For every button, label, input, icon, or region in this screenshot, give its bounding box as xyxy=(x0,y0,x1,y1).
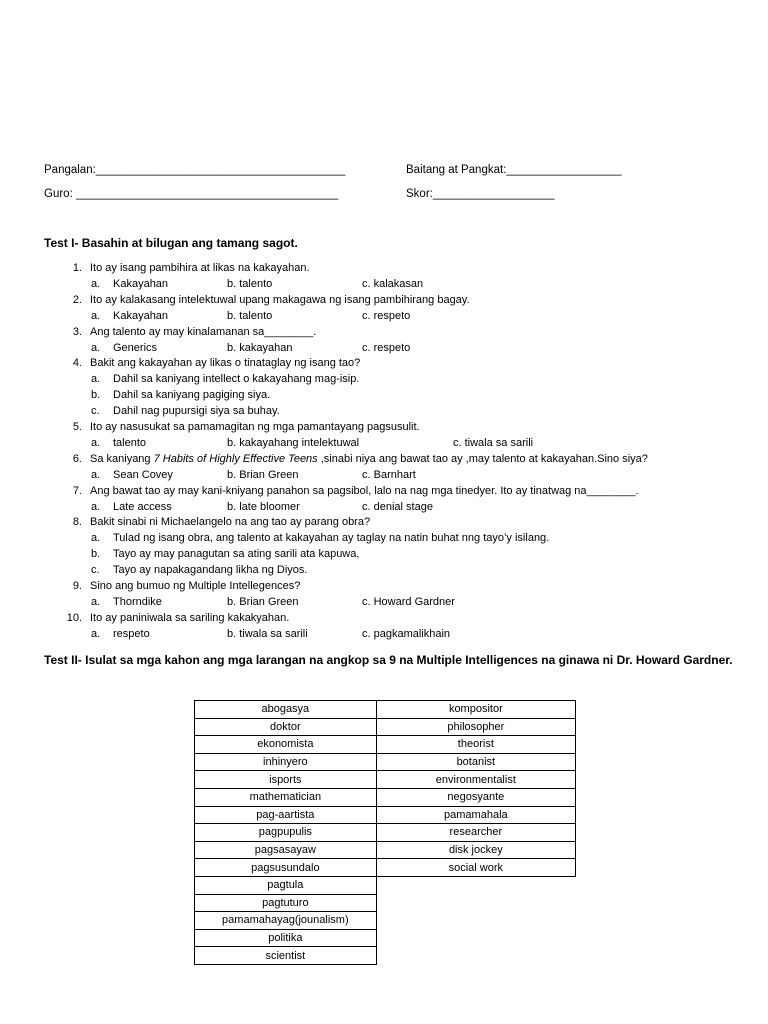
question-text: Sino ang bumuo ng Multiple Intellegences? xyxy=(90,580,301,592)
option-letter: c. xyxy=(91,564,100,577)
question-text-part: Sa kaniyang xyxy=(90,452,154,465)
table-row xyxy=(195,824,576,842)
option-letter: b. xyxy=(91,389,101,402)
table-row xyxy=(195,929,576,947)
table-row xyxy=(195,841,576,859)
question-text: Bakit ang kakayahan ay likas o tinataglay ng isang tao? xyxy=(90,357,361,370)
career-cell: philosopher xyxy=(376,718,575,736)
answer-option[interactable]: talento xyxy=(113,436,147,449)
answer-option[interactable]: b. tiwala sa sarili xyxy=(227,627,308,640)
empty-cell xyxy=(376,947,575,965)
answer-option[interactable]: c. respeto xyxy=(362,341,411,354)
empty-cell xyxy=(376,912,575,930)
career-cell: mathematician xyxy=(195,788,377,806)
question-number: 3. xyxy=(72,325,82,338)
answer-option[interactable]: c. tiwala sa sarili xyxy=(453,436,534,449)
answer-option[interactable]: b. talento xyxy=(227,309,273,322)
answer-option[interactable]: b. kakayahang intelektuwal xyxy=(227,436,360,449)
option-text: Tayo ay napakagandang likha ng Diyos. xyxy=(113,564,308,577)
table-row xyxy=(195,718,576,736)
option-letter: c. xyxy=(91,405,100,418)
question-number: 5. xyxy=(72,421,82,433)
question-text: Ito ay isang pambihira at likas na kakayahan. xyxy=(90,262,310,274)
table-row xyxy=(195,753,576,771)
answer-option[interactable]: b. Brian Green xyxy=(227,595,299,608)
answer-option[interactable]: Sean Covey xyxy=(113,468,173,481)
option-letter: a. xyxy=(91,500,101,513)
table-row xyxy=(195,788,576,806)
option-text: Dahil sa kaniyang intellect o kakayahang mag-isip. xyxy=(113,373,360,386)
career-cell: pagtula xyxy=(195,876,377,894)
answer-option[interactable]: b. Brian Green xyxy=(227,468,299,481)
answer-option[interactable]: c. Barnhart xyxy=(362,468,416,481)
question-number: 9. xyxy=(72,580,82,592)
career-cell: isports xyxy=(195,771,377,789)
question-number: 10. xyxy=(66,611,82,624)
table-row xyxy=(195,736,576,754)
book-title: 7 Habits of Highly Effective Teens xyxy=(153,452,321,465)
option-text: Tayo ay may panagutan sa ating sarili ata kapuwa, xyxy=(113,548,360,561)
answer-option[interactable]: c. kalakasan xyxy=(362,277,424,290)
question-number: 1. xyxy=(72,262,82,274)
grade-section-field-label: Baitang at Pangkat:__________________ xyxy=(406,164,622,176)
career-cell: pagsasayaw xyxy=(195,841,377,859)
question-number: 6. xyxy=(72,452,82,465)
option-letter: a. xyxy=(91,341,101,354)
answer-option[interactable]: Kakayahan xyxy=(113,309,169,322)
answer-option[interactable]: respeto xyxy=(113,627,150,640)
career-cell: pamamahayag(jounalism) xyxy=(195,912,377,930)
table-row xyxy=(195,806,576,824)
question-text-part: ,sinabi niya ang bawat tao ay ,may talento at kakayahan.Sino siya? xyxy=(320,452,648,465)
score-field-label: Skor:___________________ xyxy=(406,188,555,200)
table-row xyxy=(195,771,576,789)
option-letter: a. xyxy=(91,373,101,386)
career-cell: theorist xyxy=(376,736,575,754)
option-letter: a. xyxy=(91,595,101,608)
question-text: Ang bawat tao ay may kani-kniyang panahon sa pagsibol, lalo na nag mga tinedyer. Ito ay tinatwag na________. xyxy=(90,484,639,497)
empty-cell xyxy=(376,876,575,894)
question-text: Ito ay paniniwala sa sariling kakakyahan. xyxy=(90,611,290,624)
option-text: Dahil nag pupursigi siya sa buhay. xyxy=(113,405,280,418)
answer-option[interactable]: c. Howard Gardner xyxy=(362,595,455,608)
answer-option[interactable]: Thorndike xyxy=(113,595,162,608)
question-text: Bakit sinabi ni Michaelangelo na ang tao ay parang obra? xyxy=(90,516,371,529)
option-text: Tulad ng isang obra, ang talento at kakayahan ay taglay na natin buhat nng tayo’y isilang. xyxy=(113,532,550,545)
career-cell: politika xyxy=(195,929,377,947)
table-row xyxy=(195,876,576,894)
career-cell: kompositor xyxy=(376,701,575,719)
option-text: Dahil sa kaniyang pagiging siya. xyxy=(113,389,271,402)
option-letter: a. xyxy=(91,468,101,481)
empty-cell xyxy=(376,929,575,947)
answer-option[interactable]: b. late bloomer xyxy=(227,500,300,513)
table-row xyxy=(195,912,576,930)
answer-option[interactable]: b. talento xyxy=(227,277,273,290)
question-number: 2. xyxy=(72,293,82,306)
career-cell: pamamahala xyxy=(376,806,575,824)
answer-option[interactable]: Late access xyxy=(113,500,172,513)
career-cell: disk jockey xyxy=(376,841,575,859)
option-letter: a. xyxy=(91,277,101,290)
answer-option[interactable]: c. denial stage xyxy=(362,500,433,513)
career-cell: inhinyero xyxy=(195,753,377,771)
question-text: Ito ay nasusukat sa pamamagitan ng mga pamantayang pagsusulit. xyxy=(90,421,420,433)
option-letter: a. xyxy=(91,532,101,545)
name-field-label: Pangalan:_______________________________________ xyxy=(44,164,346,176)
option-letter: a. xyxy=(91,309,101,322)
career-cell: environmentalist xyxy=(376,771,575,789)
answer-option[interactable]: c. respeto xyxy=(362,309,411,322)
career-cell: pag-aartista xyxy=(195,806,377,824)
option-letter: a. xyxy=(91,436,101,449)
career-cell: botanist xyxy=(376,753,575,771)
test-1-title: Test I- Basahin at bilugan ang tamang sagot. xyxy=(44,236,298,250)
career-cell: pagtuturo xyxy=(195,894,377,912)
career-cell: social work xyxy=(376,859,575,877)
answer-option[interactable]: b. kakayahan xyxy=(227,341,293,354)
question-number: 7. xyxy=(72,484,82,497)
career-cell: ekonomista xyxy=(195,736,377,754)
answer-option[interactable]: Kakayahan xyxy=(113,277,169,290)
table-row xyxy=(195,701,576,719)
career-cell: doktor xyxy=(195,718,377,736)
question-text: Ang talento ay may kinalamanan sa________. xyxy=(90,325,317,338)
question-text xyxy=(90,453,648,465)
question-number: 4. xyxy=(72,357,82,370)
empty-cell xyxy=(376,894,575,912)
career-cell: scientist xyxy=(195,947,377,965)
teacher-field-label: Guro: _________________________________________ xyxy=(44,188,339,200)
career-cell: pagsusundalo xyxy=(195,859,377,877)
test-2-title: Test II- Isulat sa mga kahon ang mga larangan na angkop sa 9 na Multiple Intelligences na ginawa ni Dr. Howard Gardner. xyxy=(44,653,733,667)
career-cell: abogasya xyxy=(195,701,377,719)
question-text: Ito ay kalakasang intelektuwal upang makagawa ng isang pambihirang bagay. xyxy=(90,293,470,306)
career-cell: researcher xyxy=(376,824,575,842)
careers-table xyxy=(194,700,576,965)
option-letter: a. xyxy=(91,627,101,640)
career-cell: negosyante xyxy=(376,788,575,806)
table-row xyxy=(195,947,576,965)
career-cell: pagpupulis xyxy=(195,824,377,842)
table-row xyxy=(195,859,576,877)
option-letter: b. xyxy=(91,548,101,561)
answer-option[interactable]: c. pagkamalikhain xyxy=(362,627,451,640)
answer-option[interactable]: Generics xyxy=(113,341,158,354)
table-row xyxy=(195,894,576,912)
question-number: 8. xyxy=(72,516,82,529)
